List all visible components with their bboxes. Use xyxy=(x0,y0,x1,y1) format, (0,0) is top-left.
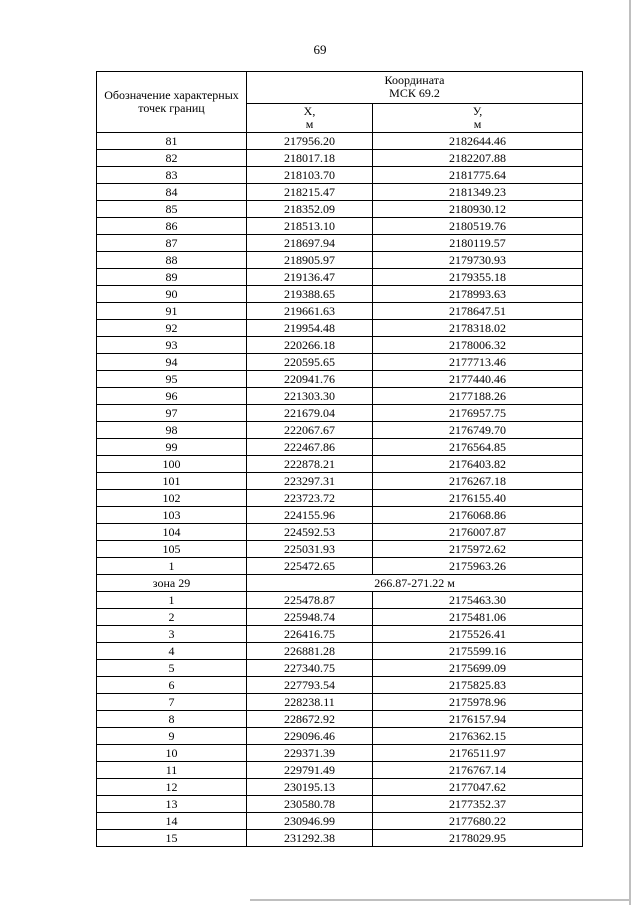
zone-label: зона 29 xyxy=(97,575,247,592)
table-row xyxy=(97,677,583,694)
y-coordinate-cell: 2176007.87 xyxy=(373,524,583,541)
point-id-cell: 15 xyxy=(97,830,247,847)
point-id-cell: 82 xyxy=(97,150,247,167)
x-coordinate-cell: 229096.46 xyxy=(247,728,373,745)
y-coordinate-cell: 2175972.62 xyxy=(373,541,583,558)
x-coordinate-cell: 230195.13 xyxy=(247,779,373,796)
x-coordinate-cell: 221303.30 xyxy=(247,388,373,405)
y-coordinate-cell: 2175963.26 xyxy=(373,558,583,575)
table-row xyxy=(97,269,583,286)
point-id-cell: 96 xyxy=(97,388,247,405)
y-coordinate-cell: 2177713.46 xyxy=(373,354,583,371)
point-id-cell: 97 xyxy=(97,405,247,422)
y-coordinate-cell: 2182207.88 xyxy=(373,150,583,167)
x-coordinate-cell: 220595.65 xyxy=(247,354,373,371)
y-coordinate-cell: 2178006.32 xyxy=(373,337,583,354)
x-coordinate-cell: 218697.94 xyxy=(247,235,373,252)
y-coordinate-cell: 2176511.97 xyxy=(373,745,583,762)
y-coordinate-cell: 2181349.23 xyxy=(373,184,583,201)
x-coordinate-cell: 221679.04 xyxy=(247,405,373,422)
table-row xyxy=(97,762,583,779)
page-number: 69 xyxy=(313,42,327,57)
point-label-header: Обозначение характерных точек границ xyxy=(97,72,247,133)
zone-row xyxy=(97,575,583,592)
table-row xyxy=(97,626,583,643)
table-row xyxy=(97,456,583,473)
y-coordinate-cell: 2178993.63 xyxy=(373,286,583,303)
table-row xyxy=(97,592,583,609)
y-coordinate-cell: 2179355.18 xyxy=(373,269,583,286)
point-id-cell: 99 xyxy=(97,439,247,456)
x-column-header: X, м xyxy=(247,103,373,132)
table-row xyxy=(97,643,583,660)
point-id-cell: 2 xyxy=(97,609,247,626)
y-coordinate-cell: 2180930.12 xyxy=(373,201,583,218)
zone-range: 266.87-271.22 м xyxy=(247,575,583,592)
x-coordinate-cell: 219136.47 xyxy=(247,269,373,286)
y-coordinate-cell: 2178318.02 xyxy=(373,320,583,337)
y-coordinate-cell: 2176767.14 xyxy=(373,762,583,779)
point-id-cell: 92 xyxy=(97,320,247,337)
x-coordinate-cell: 225031.93 xyxy=(247,541,373,558)
point-id-cell: 5 xyxy=(97,660,247,677)
point-id-cell: 89 xyxy=(97,269,247,286)
point-id-cell: 91 xyxy=(97,303,247,320)
x-coordinate-cell: 218352.09 xyxy=(247,201,373,218)
table-row xyxy=(97,524,583,541)
rows-after-zone xyxy=(97,592,583,847)
y-coordinate-cell: 2175599.16 xyxy=(373,643,583,660)
x-coordinate-cell: 227793.54 xyxy=(247,677,373,694)
table-row xyxy=(97,779,583,796)
y-coordinate-cell: 2176403.82 xyxy=(373,456,583,473)
x-coordinate-cell: 222067.67 xyxy=(247,422,373,439)
y-coordinate-cell: 2177047.62 xyxy=(373,779,583,796)
point-id-cell: 4 xyxy=(97,643,247,660)
table-row xyxy=(97,439,583,456)
y-coordinate-cell: 2176564.85 xyxy=(373,439,583,456)
x-coordinate-cell: 222878.21 xyxy=(247,456,373,473)
y-coordinate-cell: 2176157.94 xyxy=(373,711,583,728)
table-row xyxy=(97,235,583,252)
table-row xyxy=(97,218,583,235)
point-id-cell: 105 xyxy=(97,541,247,558)
x-coordinate-cell: 223723.72 xyxy=(247,490,373,507)
point-id-cell: 1 xyxy=(97,558,247,575)
scan-edge-bottom xyxy=(250,899,630,901)
y-coordinate-cell: 2176957.75 xyxy=(373,405,583,422)
point-id-cell: 103 xyxy=(97,507,247,524)
table-row xyxy=(97,388,583,405)
table-row xyxy=(97,728,583,745)
x-coordinate-cell: 218513.10 xyxy=(247,218,373,235)
table-row xyxy=(97,796,583,813)
point-id-cell: 100 xyxy=(97,456,247,473)
point-id-cell: 6 xyxy=(97,677,247,694)
point-id-cell: 102 xyxy=(97,490,247,507)
y-coordinate-cell: 2181775.64 xyxy=(373,167,583,184)
x-coordinate-cell: 231292.38 xyxy=(247,830,373,847)
table-row xyxy=(97,694,583,711)
point-id-cell: 10 xyxy=(97,745,247,762)
table-row xyxy=(97,541,583,558)
x-coordinate-cell: 229371.39 xyxy=(247,745,373,762)
x-coordinate-cell: 225478.87 xyxy=(247,592,373,609)
x-coordinate-cell: 218103.70 xyxy=(247,167,373,184)
point-id-cell: 13 xyxy=(97,796,247,813)
y-coordinate-cell: 2175825.83 xyxy=(373,677,583,694)
y-coordinate-cell: 2175463.30 xyxy=(373,592,583,609)
x-coordinate-cell: 229791.49 xyxy=(247,762,373,779)
y-coordinate-cell: 2175699.09 xyxy=(373,660,583,677)
y-coordinate-cell: 2176068.86 xyxy=(373,507,583,524)
y-coordinate-cell: 2176267.18 xyxy=(373,473,583,490)
table-row xyxy=(97,745,583,762)
point-id-cell: 98 xyxy=(97,422,247,439)
y-coordinate-cell: 2175526.41 xyxy=(373,626,583,643)
x-coordinate-cell: 217956.20 xyxy=(247,133,373,150)
table-row xyxy=(97,150,583,167)
point-id-cell: 14 xyxy=(97,813,247,830)
point-id-cell: 87 xyxy=(97,235,247,252)
table-row xyxy=(97,813,583,830)
table-row xyxy=(97,286,583,303)
y-coordinate-cell: 2177680.22 xyxy=(373,813,583,830)
x-coordinate-cell: 218905.97 xyxy=(247,252,373,269)
coordinate-title: Координата xyxy=(384,73,445,88)
x-coordinate-cell: 230946.99 xyxy=(247,813,373,830)
table-row xyxy=(97,201,583,218)
point-id-cell: 84 xyxy=(97,184,247,201)
y-coordinate-cell: 2176749.70 xyxy=(373,422,583,439)
scan-edge-right xyxy=(629,0,631,905)
table-row xyxy=(97,711,583,728)
y-coordinate-cell: 2175481.06 xyxy=(373,609,583,626)
table-row xyxy=(97,354,583,371)
table-row xyxy=(97,303,583,320)
point-id-cell: 94 xyxy=(97,354,247,371)
y-coordinate-cell: 2180519.76 xyxy=(373,218,583,235)
y-coordinate-cell: 2177352.37 xyxy=(373,796,583,813)
point-id-cell: 8 xyxy=(97,711,247,728)
y-coordinate-cell: 2178647.51 xyxy=(373,303,583,320)
x-coordinate-cell: 224155.96 xyxy=(247,507,373,524)
x-coordinate-cell: 218215.47 xyxy=(247,184,373,201)
x-coordinate-cell: 223297.31 xyxy=(247,473,373,490)
point-id-cell: 85 xyxy=(97,201,247,218)
point-id-cell: 83 xyxy=(97,167,247,184)
x-coordinate-cell: 219661.63 xyxy=(247,303,373,320)
x-coordinate-cell: 220941.76 xyxy=(247,371,373,388)
point-id-cell: 12 xyxy=(97,779,247,796)
table-row xyxy=(97,660,583,677)
point-id-cell: 3 xyxy=(97,626,247,643)
table-row xyxy=(97,371,583,388)
x-coordinate-cell: 227340.75 xyxy=(247,660,373,677)
x-coordinate-cell: 220266.18 xyxy=(247,337,373,354)
x-coordinate-cell: 226416.75 xyxy=(247,626,373,643)
point-id-cell: 9 xyxy=(97,728,247,745)
x-coordinate-cell: 219954.48 xyxy=(247,320,373,337)
y-coordinate-cell: 2176155.40 xyxy=(373,490,583,507)
point-id-cell: 95 xyxy=(97,371,247,388)
table-row xyxy=(97,337,583,354)
table-header xyxy=(97,72,583,133)
point-id-cell: 86 xyxy=(97,218,247,235)
table-row xyxy=(97,167,583,184)
y-coordinate-cell: 2177440.46 xyxy=(373,371,583,388)
rows-before-zone xyxy=(97,133,583,575)
table-row xyxy=(97,609,583,626)
x-coordinate-cell: 228672.92 xyxy=(247,711,373,728)
x-coordinate-cell: 225948.74 xyxy=(247,609,373,626)
x-coordinate-cell: 225472.65 xyxy=(247,558,373,575)
y-coordinate-cell: 2175978.96 xyxy=(373,694,583,711)
point-id-cell: 88 xyxy=(97,252,247,269)
table-row xyxy=(97,490,583,507)
x-coordinate-cell: 218017.18 xyxy=(247,150,373,167)
y-column-header: У, м xyxy=(373,103,583,132)
point-id-cell: 101 xyxy=(97,473,247,490)
y-coordinate-cell: 2179730.93 xyxy=(373,252,583,269)
point-id-cell: 11 xyxy=(97,762,247,779)
table-row xyxy=(97,252,583,269)
point-id-cell: 90 xyxy=(97,286,247,303)
y-coordinate-cell: 2178029.95 xyxy=(373,830,583,847)
table-row xyxy=(97,422,583,439)
coordinates-table xyxy=(96,71,583,847)
y-coordinate-cell: 2176362.15 xyxy=(373,728,583,745)
point-id-cell: 1 xyxy=(97,592,247,609)
point-id-cell: 7 xyxy=(97,694,247,711)
table-row xyxy=(97,320,583,337)
x-coordinate-cell: 224592.53 xyxy=(247,524,373,541)
x-coordinate-cell: 219388.65 xyxy=(247,286,373,303)
point-id-cell: 81 xyxy=(97,133,247,150)
table-row xyxy=(97,133,583,150)
x-coordinate-cell: 222467.86 xyxy=(247,439,373,456)
x-coordinate-cell: 230580.78 xyxy=(247,796,373,813)
table-row xyxy=(97,830,583,847)
y-coordinate-cell: 2177188.26 xyxy=(373,388,583,405)
table-row xyxy=(97,405,583,422)
table-row xyxy=(97,507,583,524)
zone-section xyxy=(97,575,583,592)
table-row xyxy=(97,473,583,490)
point-id-cell: 93 xyxy=(97,337,247,354)
table-row xyxy=(97,558,583,575)
table-row xyxy=(97,184,583,201)
point-id-cell: 104 xyxy=(97,524,247,541)
y-coordinate-cell: 2182644.46 xyxy=(373,133,583,150)
x-coordinate-cell: 228238.11 xyxy=(247,694,373,711)
coordinate-header xyxy=(247,72,583,104)
y-coordinate-cell: 2180119.57 xyxy=(373,235,583,252)
coordinate-system: МСК 69.2 xyxy=(389,86,440,101)
x-coordinate-cell: 226881.28 xyxy=(247,643,373,660)
